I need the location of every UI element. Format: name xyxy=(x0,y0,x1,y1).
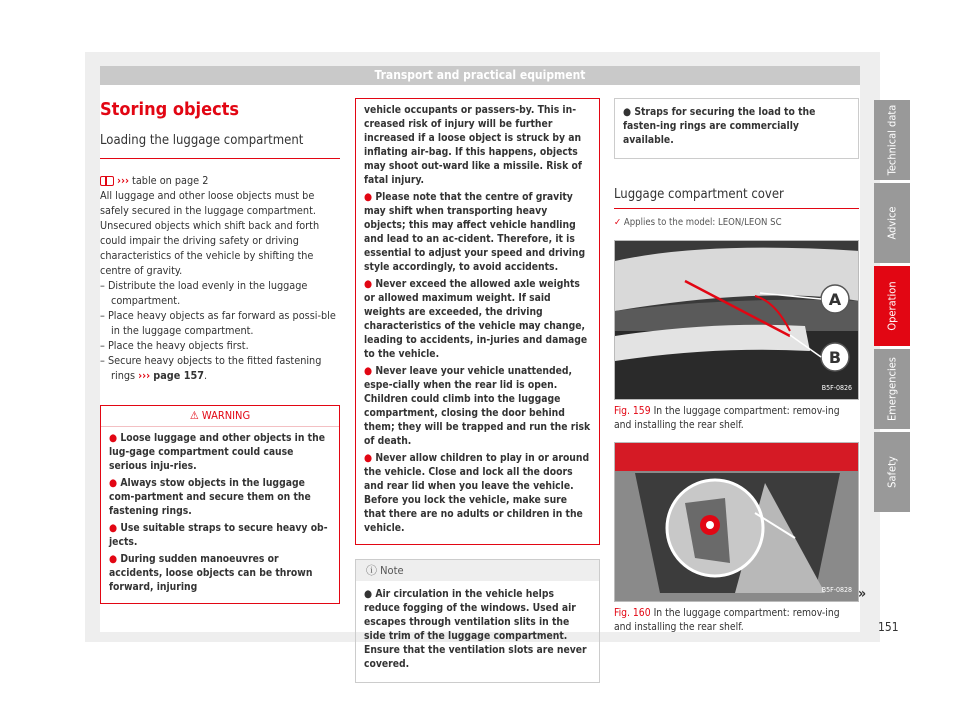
page-number: 151 xyxy=(878,620,899,634)
link-arrows-icon: ››› xyxy=(138,369,151,382)
step-item: – Secure heavy objects to the fitted fastening rings ››› page 157. xyxy=(100,354,322,382)
step-item: – Distribute the load evenly in the luggage compartment. xyxy=(100,279,308,307)
warning-continuation: vehicle occupants or passers-by. This in-creased risk of injury will be further increased if a loose object is struck by an inflating air-bag. If this happens, objects may shoot out-ward like a missile. Risk of fatal injury. xyxy=(364,104,582,186)
tab-advice[interactable]: Advice xyxy=(874,183,910,263)
chapter-header: Transport and practical equipment xyxy=(100,66,860,85)
column-1 xyxy=(100,98,340,604)
figure-160-image xyxy=(614,442,859,602)
intro-text: All luggage and other loose objects must be safely secured in the luggage compartment. Unsecured objects which shift back and forth could impair the driving safety or driving characteristics of the vehicle by shifting the centre of gravity. xyxy=(100,189,320,277)
warning-item: ● Never leave your vehicle unattended, espe-cially when the rear lid is open. Children could climb into the luggage compartment, closing the door behind them; they will be trapped and run the risk of death. xyxy=(364,365,591,447)
warning-triangle-icon: ⚠ xyxy=(189,409,199,422)
note-header xyxy=(356,560,599,581)
rear-shelf-illustration xyxy=(615,241,859,399)
tab-operation[interactable]: Operation xyxy=(874,266,910,346)
image-code: B5F-0826 xyxy=(821,384,852,392)
warning-item: ● During sudden manoeuvres or accidents, loose objects can be thrown forward, injuring xyxy=(109,553,313,593)
warning-item: ● Please note that the centre of gravity may shift when transporting heavy objects; this may affect vehicle handling and lead to an ac-cident. Therefore, it is essential to adjust your speed and driving style accordingly, to avoid accidents. xyxy=(364,191,586,273)
warning-item: ● Never exceed the allowed axle weights or allowed maximum weight. If said weights are exceeded, the driving characteristics of the vehicle may change, leading to accidents, in-juries and damage to the vehicle. xyxy=(364,278,588,360)
column-2 xyxy=(355,98,600,683)
note-icon: ⓘ xyxy=(366,564,377,577)
image-code: B5F-0828 xyxy=(821,586,852,594)
warning-label: WARNING xyxy=(201,409,251,422)
tab-emergencies[interactable]: Emergencies xyxy=(874,349,910,429)
subsection-title: Loading the luggage compartment xyxy=(100,133,304,148)
warning-body xyxy=(356,99,599,544)
warning-item: ● Always stow objects in the luggage com-partment and secure them on the fastening rings. xyxy=(109,477,311,517)
note-item: ● Air circulation in the vehicle helps reduce fogging of the windows. Used air escapes through ventilation slits in the side trim of the luggage compartment. Ensure that the ventilation slots are never covered. xyxy=(364,588,587,670)
section-rule xyxy=(614,208,859,209)
figure-159-caption: Fig. 159 In the luggage compartment: remov-ing and installing the rear shelf. xyxy=(614,405,840,431)
checkmark-icon: ✓ xyxy=(614,217,622,228)
table-reference-text: table on page 2 xyxy=(132,174,209,187)
chapter-tabs xyxy=(874,100,910,515)
page-reference[interactable]: page 157 xyxy=(153,369,204,382)
tab-safety[interactable]: Safety xyxy=(874,432,910,512)
figure-159-image xyxy=(614,240,859,400)
subsection-rule xyxy=(100,158,340,159)
warning-item: ● Never allow children to play in or around the vehicle. Close and lock all the doors and rear lid when you leave the vehicle. Before you lock the vehicle, make sure that there are no adults or children in the vehicle. xyxy=(364,452,590,534)
note-item: ● Straps for securing the load to the fasten-ing rings are commercially available. xyxy=(623,106,816,146)
note-box xyxy=(355,559,600,683)
note-body xyxy=(615,99,858,158)
marker-b-label: B xyxy=(828,348,842,367)
section-title: Storing objects xyxy=(100,99,240,120)
step-item: – Place the heavy objects first. xyxy=(100,339,249,352)
note-box-continued xyxy=(614,98,859,159)
section-heading: Luggage compartment cover xyxy=(614,187,784,202)
note-label: Note xyxy=(380,564,404,577)
book-icon xyxy=(100,176,114,186)
link-arrows-icon: ››› xyxy=(117,174,130,187)
continue-arrow-icon: » xyxy=(858,586,867,602)
warning-box-continued xyxy=(355,98,600,545)
warning-box xyxy=(100,405,340,604)
column-3 xyxy=(614,98,859,634)
figure-160-caption: Fig. 160 In the luggage compartment: remov-ing and installing the rear shelf. xyxy=(614,607,840,633)
step-item: – Place heavy objects as far forward as possi-ble in the luggage compartment. xyxy=(100,309,336,337)
tab-technical-data[interactable]: Technical data xyxy=(874,100,910,180)
table-reference[interactable] xyxy=(100,173,340,188)
warning-header xyxy=(101,406,339,427)
applies-to: ✓ Applies to the model: LEON/LEON SC xyxy=(614,217,782,228)
marker-a-label: A xyxy=(828,290,842,309)
warning-body xyxy=(101,427,339,603)
shelf-mount-illustration xyxy=(615,443,859,601)
warning-item: ● Loose luggage and other objects in the lug-gage compartment could cause serious inju-ries. xyxy=(109,432,325,472)
warning-item: ● Use suitable straps to secure heavy ob-jects. xyxy=(109,522,328,548)
note-body xyxy=(356,581,599,682)
